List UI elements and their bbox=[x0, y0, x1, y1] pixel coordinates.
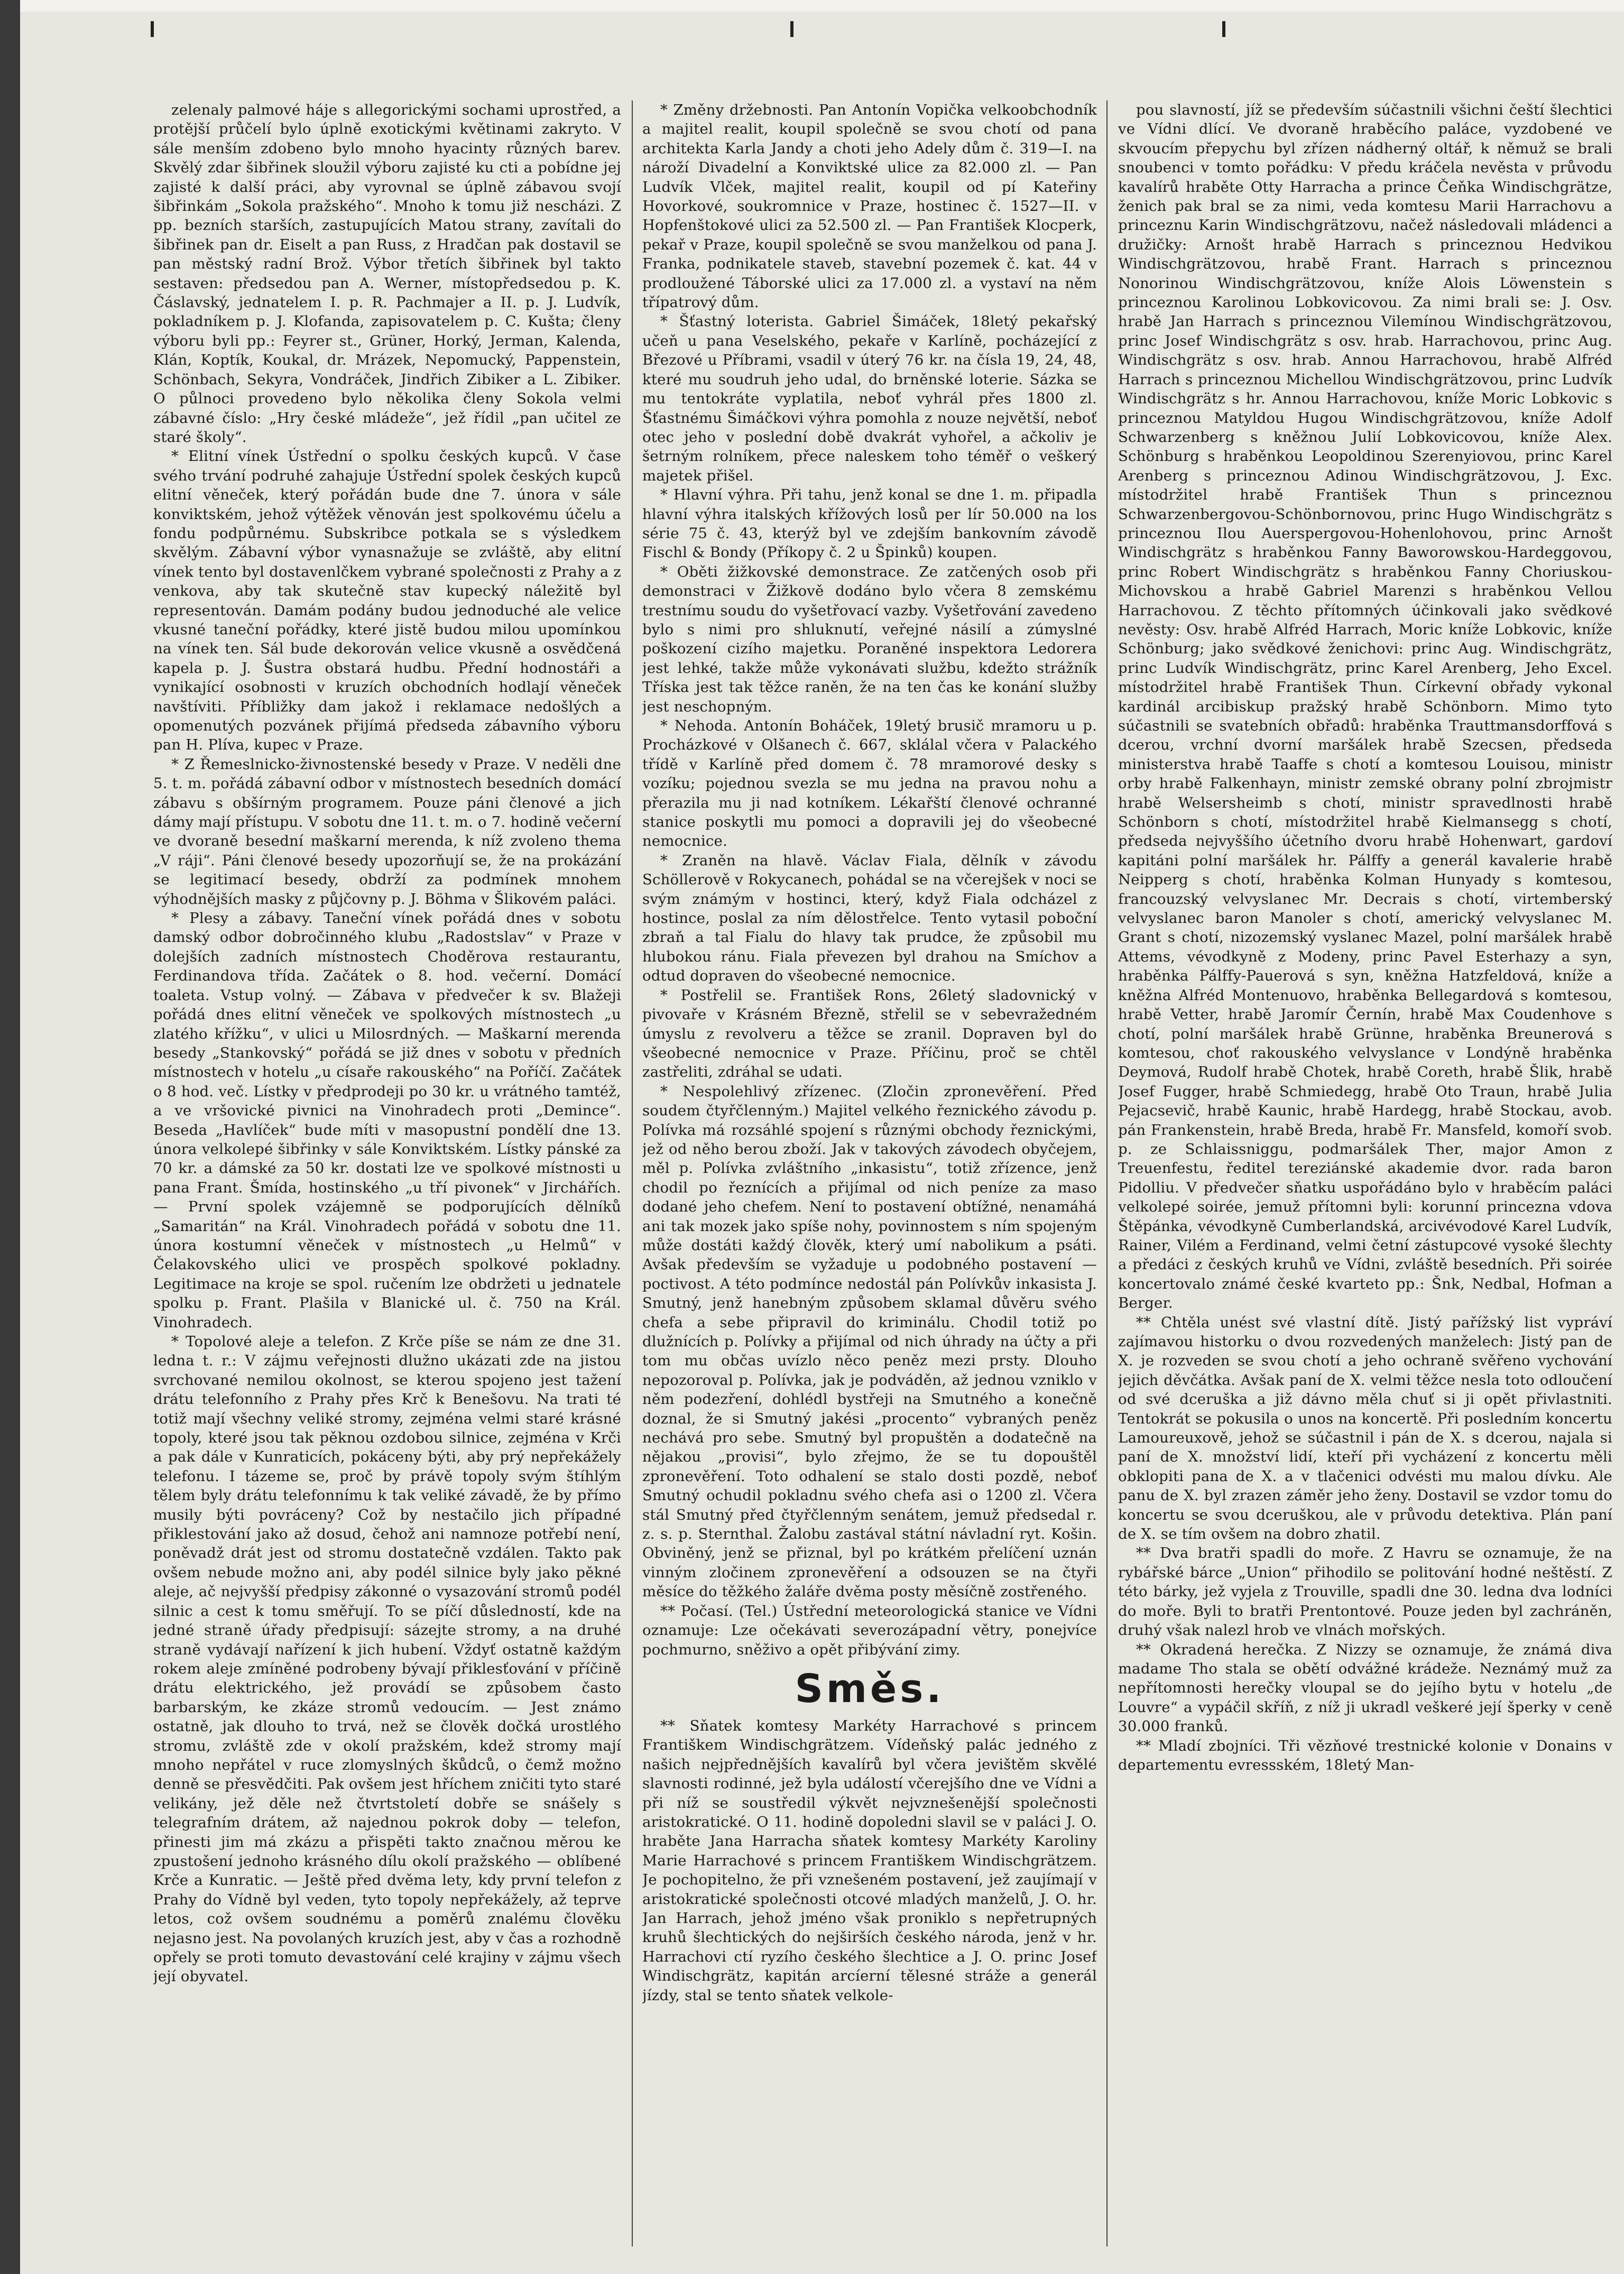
column-rule bbox=[1106, 100, 1108, 2247]
article-paragraph: * Nespolehlivý zřízenec. (Zločin zpronevěření. Před soudem čtyřčlenným.) Majitel velkého řeznického závodu p. Polívka má rozsáhlé spojení s různými obchody řeznickými, jež od něho berou zboží. Jak v takových závodech obyčejem, měl p. Polívka zvláštního „inkasistu“, totiž zřízence, jenž chodil po řeznících a přijímal od nich peníze za maso dodané jeho chefem. Není to postavení obtížné, nenamáhá ani tak mozek jako spíše nohy, povinnostem s ním spojeným může dostáti každý člověk, který umí nabolikum a psáti. Avšak především se vyžaduje u podobného postavení — poctivost. A této podmínce nedostál pán Polívkův inkasista J. Smutný, jenž hanebným způsobem sklamal důvěru svého chefa a sebe připravil do kriminálu. Chodil totiž po dlužnících p. Polívky a přijímal od nich úhrady na účty a při tom mu občas uvízlo něco peněz mezi prsty. Dlouho nepozoroval p. Polívka, jak je podváděn, až jednou vzniklo v něm podezření, dohlédl bystřeji na Smutného a konečně doznal, že si Smutný jakési „procento“ vybraných peněz nechává pro sebe. Smutný byl propuštěn a dodatečně na nějakou „provisi“, bylo zřejmo, že se tu dopouštěl zpronevěření. Toto odhalení se stalo dosti pozdě, neboť Smutný ochudil pokladnu svého chefa asi o 1200 zl. Včera stál Smutný před čtyřčlenným senátem, jemuž předsedal r. z. s. p. Sternthal. Žalobu zastával státní návladní ryt. Košin. Obviněný, jenž se přiznal, byl po krátkém přelíčení uznán vinným zločinem zpronevěření a odsouzen se na čtyři měsíce do těžkého žaláře dvěma posty měsíčně zostřeného. bbox=[642, 1083, 1097, 1601]
article-paragraph: ** Mladí zbojníci. Tři vězňové trestnické kolonie v Donains v departementu evressském, 18letý Man- bbox=[1118, 1737, 1612, 1773]
article-paragraph: * Šťastný loterista. Gabriel Šimáček, 18letý pekařský učeň u pana Veselského, pekaře v Karlíně, pocházející z Březové u Příbrami, vsadil v úterý 76 kr. na čísla 19, 24, 48, které mu soudruh jeho udal, do brněnské loterie. Sázka se mu tentokráte vyplatila, neboť vyhrál přes 1800 zl. Šťastnému Šimáčkovi výhra pomohla z nouze největší, neboť otec jeho v poslední době dvakrát vyhořel, a ačkoliv je šetrným rolníkem, přece naleskem toho téměř o veškerý majetek přišel. bbox=[642, 313, 1097, 484]
article-paragraph: * Postřelil se. František Rons, 26letý sladovnický v pivovaře v Krásném Březně, střelil se v sebevražedném úmyslu z revolveru a těžce se zranil. Dopraven byl do všeobecné nemocnice v Praze. Příčinu, proč se chtěl zastřeliti, zdráhal se udati. bbox=[642, 986, 1097, 1081]
article-paragraph: * Topolové aleje a telefon. Z Krče píše se nám ze dne 31. ledna t. r.: V zájmu veřejnosti dlužno ukázati zde na jistou svrchované nemilou okolnost, se kterou spojeno jest tažení drátu telefonního z Prahy přes Krč k Benešovu. Na trati té totiž mají všechny veliké stromy, zejména velmi staré krásné topoly, které jsou tak pěknou ozdobou silnice, zejména v Krči a pak dále v Kunraticích, pokáceny býti, aby prý nepřekážely telefonu. I tázeme se, proč by právě topoly svým štíhlým tělem byly drátu telefonnímu k tak veliké závadě, že by přímo musily býti povráceny? Což by nestačilo jich případné přiklestování jako až dosud, čehož ani namnoze potřebí není, poněvadž drát jest od stromu dostatečně vzdálen. Takto pak ovšem nebude možno ani, aby podél silnice byly jako pěkné aleje, ač nejvyšší předpisy zákonné o vysazování stromů podél silnic a cest k tomu směřují. To se píčí důsledností, kde na jedné straně úřady předpisují: sázejte stromy, a na druhé straně vydávají nařízení k jich hubení. Vždyť ostatně každým rokem aleje zmíněné podrobeny bývají přiklesťování v příčině drátu elektrického, jež provádí se způsobem často barbarským, ke zkáze stromů vedoucím. — Jest známo ostatně, jak dlouho to trvá, než se člověk dočká urostlého stromu, zvláště zde v okolí pražském, kdež stromy mají mnoho nepřátel v ruce zlomyslných škůdců, o čemž možno denně se přesvědčiti. Pak ovšem jest hříchem zničiti tyto staré velikány, jež děle než čtvrtstoletí dobře se snášely s telegrafním drátem, až najednou pokrok doby — telefon, přinesti jim má zkázu a přispěti takto značnou měrou ke zpustošení jednoho krásného dílu okolí pražského — oblíbené Krče a Kunratic. — Ještě před dvěma lety, kdy první telefon z Prahy do Vídně byl veden, tyto topoly nepřekážely, až teprve letos, což ovšem soudnému a poměrů znalému člověku nejasno jest. Na povolaných kruzích jest, aby v čas a rozhodně opřely se proti tomuto devastování celé krajiny v zájmu všech její obyvatel. bbox=[153, 1333, 621, 1985]
binding-mark bbox=[1222, 21, 1225, 37]
scan-top-edge bbox=[0, 0, 1624, 12]
article-paragraph: * Elitní vínek Ústřední o spolku českých kupců. V čase svého trvání podruhé zahajuje Ústřední spolek českých kupců elitní věneček, který pořádán bude dne 7. února v sále konviktském, jehož výtěžek věnován jest spolkovému účelu a fondu podpůrnému. Subskribce potkala se s výsledkem skvělým. Zábavní výbor vynasnažuje se zvláště, aby elitní vínek tento byl dostavenlčkem vybrané společnosti z Prahy a z venkova, aby tak skutečně stav kupecký náležitě byl representován. Damám podány budou jednoduché ale velice vkusné taneční pořádky, které jistě budou milou upomínkou na vínek ten. Sál bude dekorován velice vkusně a osvědčená kapela p. J. Šustra obstará hudbu. Přední hodnostáři a vynikající osobnosti v kruzích obchodních hodlají věneček navštíviti. Příbližky dam jakož i reklamace nedošlých a opomenutých pozvánek přijímá předseda zábavního výboru pan H. Plíva, kupec v Praze. bbox=[153, 448, 621, 754]
article-paragraph: ** Dva bratři spadli do moře. Z Havru se oznamuje, že na rybářské bárce „Union“ přihodilo se politování hodné neštěstí. Z této bárky, jež vyjela z Trouville, spadli dne 30. ledna dva lodníci do moře. Byli to bratři Prentontové. Pouze jeden byl zachráněn, druhý však nalezl hrob ve vlnách mořských. bbox=[1118, 1545, 1612, 1639]
section-title: Směs. bbox=[795, 1666, 945, 1712]
newspaper-page bbox=[153, 100, 1612, 2257]
article-paragraph: * Nehoda. Antonín Boháček, 19letý brusič mramoru u p. Procházkové v Olšanech č. 667, sklálal včera v Palackého třídě v Karlíně před domem č. 78 mramorové desky s vozíku; pojednou svezla se mu jedna na pravou nohu a přerazila mu ji nad kotníkem. Lékařští členové ochranné stanice poskytli mu pomoci a dopravili jej do všeobecné nemocnice. bbox=[642, 717, 1097, 850]
article-paragraph: ** Sňatek komtesy Markéty Harrachové s princem Františkem Windischgrätzem. Vídeňský palác jedného z našich nejpřednějších kavalírů byl včera jevištěm skvělé slavnosti rodinné, jež byla událostí včerejšího dne ve Vídni a při níž se soustředil výkvět nejvznešenější společnosti aristokratické. O 11. hodině dopoledni slavil se v paláci J. O. hraběte Jana Harracha sňatek komtesy Markéty Karoliny Marie Harrachové s princem Františkem Windischgrätzem. Je pochopitelno, že při vznešeném postavení, jež zaujímají v aristokratické společnosti otcové mladých manželů, J. O. hr. Jan Harrach, jehož jméno však proniklo s nepřetrupných kruhů šlechtických do nejširších českého národa, jenž v hr. Harrachovi ctí ryzího českého šlechtice a J. O. princ Josef Windischgrätz, kapitán arcíerní tělesné stráže a generál jízdy, stal se tento sňatek velkole- bbox=[642, 1717, 1097, 2004]
article-paragraph: ** Počasí. (Tel.) Ústřední meteorologická stanice ve Vídni oznamuje: Lze očekávati severozápadní větry, ponejvíce pochmurno, sněživo a opět přibývání zimy. bbox=[642, 1602, 1097, 1658]
article-paragraph: ** Okradená herečka. Z Nizzy se oznamuje, že známá diva madame Tho stala se obětí odvážné krádeže. Neznámý muž za nepřítomnosti herečky vloupal se do jejího bytu v hotelu „de Louvre“ a vypáčil skříň, z níž ji ukradl veškeré její šperky v ceně 30.000 franků. bbox=[1118, 1641, 1612, 1735]
binding-mark bbox=[151, 21, 154, 37]
column-rule bbox=[632, 100, 633, 2247]
article-paragraph: * Plesy a zábavy. Taneční vínek pořádá dnes v sobotu damský odbor dobročinného klubu „Radostslav“ v Praze v dolejších zadních místnostech Choděrova restaurantu, Ferdinandova třída. Začátek o 8. hod. večerní. Domácí toaleta. Vstup volný. — Zábava v předvečer k sv. Blažeji pořádá dnes elitní věneček ve spolkových místnostech „u zlatého křížku“, v ulici u Milosrdných. — Maškarní merenda besedy „Stankovský“ pořádá se již dnes v sobotu v předních místnostech v hotelu „u císaře rakouského“ na Poříčí. Začátek o 8 hod. več. Lístky v předprodeji po 30 kr. u vrátného tamtéž, a ve vršovické pivnici na Vinohradech proti „Demince“. Beseda „Havlíček“ bude míti v masopustní pondělí dne 13. února velkolepé šibřinky v sále Konviktském. Lístky pánské za 70 kr. a dámské za 50 kr. dostati lze ve spolkové místnosti u pana Frant. Šmída, hostinského „u tří pivonek“ v Jirchářích. — První spolek vzájemně se podporujících dělníků „Samaritán“ na Král. Vinohradech pořádá v sobotu dne 11. února kostumní věneček v místnostech „u Helmů“ v Čelakovského ulici ve prospěch spolkové pokladny. Legitimace na kroje se spol. ručením lze obdržeti u jednatele spolku p. Frant. Plašila v Blanické ul. č. 750 na Král. Vinohradech. bbox=[153, 910, 621, 1331]
column-3 bbox=[1118, 100, 1612, 2247]
article-paragraph: zelenaly palmové háje s allegorickými sochami uprostřed, a protější průčelí bylo úplně exotickými květinami zakryto. V sále menším zdobeno bylo mnoho hyacinty různých barev. Skvělý zdar šibřinek sloužil výboru zajisté ku cti a pobídne jej zajisté k další práci, aby vyrovnal se úplně zábavou svojí šibřinkám „Sokola pražského“. Mnoho k tomu již nescházi. Z pp. bezních starších, zastupujících Matou strany, zavítali do šibřinek pan dr. Eiselt a pan Russ, z Hradčan pak dostavil se pan městský radní Brož. Výbor třetích šibřinek byl takto sestaven: předsedou pan A. Werner, místopředsedou p. K. Čáslavský, jednatelem I. p. R. Pachmajer a II. p. J. Ludvík, pokladníkem p. J. Klofanda, zapisovatelem p. C. Kušta; členy výboru byli pp.: Feyrer st., Grüner, Horký, Jerman, Kalenda, Klán, Koptík, Koukal, dr. Mrázek, Nepomucký, Pappenstein, Schönbach, Sekyra, Vondráček, Jindřich Zibiker a L. Zibiker. O půlnoci provedeno bylo několika členy Sokola velmi zábavné číslo: „Hry české mládeže“, jež řídil „pan učitel ze staré školy“. bbox=[153, 101, 621, 446]
article-paragraph: * Změny držebnosti. Pan Antonín Vopička velkoobchodník a majitel realit, koupil společně se svou chotí od pana architekta Karla Jandy a choti jeho Adely dům č. 319—I. na nároží Divadelní a Konviktské ulice za 82.000 zl. — Pan Ludvík Vlček, majitel realit, koupil od pí Kateřiny Hovorkové, soukromnice v Praze, hostinec č. 1527—II. v Hopfenštokové ulici za 52.500 zl. — Pan František Klocperk, pekař v Praze, koupil společně se svou manželkou od pana J. Franka, podnikatele staveb, stavební pozemek č. kat. 44 v prodloužené Táborské ulici za 17.000 zl. a vystaví na něm třípatrový dům. bbox=[642, 101, 1097, 311]
article-paragraph: * Z Řemeslnicko-živnostenské besedy v Praze. V neděli dne 5. t. m. pořádá zábavní odbor v místnostech besedních domácí zábavu s obšírným programem. Pouze páni členové a jich dámy mají přístupu. V sobotu dne 11. t. m. o 7. hodině večerní ve dvoraně besední maškarní merenda, k níž zvoleno thema „V ráji“. Páni členové besedy upozorňují se, že na prokázání se legitimací besedy, obdrží za podmínek mnohem výhodnějších masky z půjčovny p. J. Böhma v Šlikovém paláci. bbox=[153, 755, 621, 908]
article-paragraph: * Oběti žižkovské demonstrace. Ze zatčených osob při demonstraci v Žižkově dodáno bylo včera 8 zemskému trestnímu soudu do vyšetřovací vazby. Vyšetřování zavedeno bylo s nimi pro shluknutí, veřejné násilí a zúmyslné poškození cizího majetku. Poraněné inspektora Ledorera jest lehké, takže může vykonávati službu, kdežto strážník Tříska jest tak těžce raněn, že na ten čas ke konání služby jest neschopným. bbox=[642, 563, 1097, 715]
article-paragraph: * Hlavní výhra. Při tahu, jenž konal se dne 1. m. připadla hlavní výhra italských křížových losů per lír 50.000 na los série 75 č. 43, kterýž byl ve zdejším bankovním závodě Fischl & Bondy (Příkopy č. 2 u Špinků) koupen. bbox=[642, 486, 1097, 561]
binding-mark bbox=[790, 21, 793, 37]
column-1 bbox=[153, 100, 621, 2247]
column-2 bbox=[642, 100, 1097, 2247]
article-paragraph: * Zraněn na hlavě. Václav Fiala, dělník v závodu Schöllerově v Rokycanech, pohádal se na včerejšek v noci se svým známým v hostinci, který, když Fiala odcházel z hostince, poslal za ním dělostřelce. Tento vytasil poboční zbraň a tal Fialu do hlavy tak prudce, že způsobil mu hlubokou ránu. Fiala převezen byl drahou na Smíchov a odtud dopraven do všeobecné nemocnice. bbox=[642, 852, 1097, 985]
article-paragraph: pou slavností, jíž se především súčastnili všichni čeští šlechtici ve Vídni dlící. Ve dvoraně hraběcího paláce, vyzdobené ve skvoucím přepychu byl zřízen nádherný oltář, k němuž se brali snoubenci v tomto pořádku: V předu kráčela nevěsta v průvodu kavalírů hraběte Otty Harracha a prince Čeňka Windischgrätze, ženich pak bral se za nimi, veda komtesu Marii Harrachovu a princeznu Karin Windischgrätzovu, načež následovali mládenci a družičky: Arnošt hrabě Harrach s princeznou Hedvikou Windischgrätzovou, hrabě Frant. Harrach s princeznou Nonorinou Windischgrätzovou, kníže Alois Löwenstein s princeznou Karolinou Lobkovicovou. Za nimi brali se: J. Osv. hrabě Jan Harrach s princeznou Vilemínou Windischgrätzovou, princ Josef Windischgrätz s osv. hrab. Harrachovou, princ Aug. Windischgrätz s osv. hrab. Annou Harrachovou, hrabě Alfréd Harrach s princeznou Michellou Windischgrätzovou, princ Ludvík Windischgrätz s hr. Annou Harrachovou, kníže Moric Lobkovic s princeznou Matyldou Hugou Windischgrätzovou, kníže Adolf Schwarzenberg s kněžnou Julií Lobkovicovou, kníže Alex. Schönburg s hraběnkou Leopoldinou Szerenyiovou, princ Karel Arenberg s princeznou Adinou Windischgrätzovou, J. Exc. místodržitel hrabě František Thun s princeznou Schwarzenbergovou-Schönbornovou, princ Hugo Windischgrätz s princeznou Ilou Auerspergovou-Hohenlohovou, princ Arnošt Windischgrätz s hraběnkou Fanny Baworowskou-Hardeggovou, princ Robert Windischgrätz s hraběnkou Fanny Choriuskou-Michovskou a hrabě Gabriel Marenzi s hraběnkou Vellou Harrachovou. Z těchto přítomných účinkovali jako svědkové nevěsty: Osv. hrabě Alfréd Harrach, Moric kníže Lobkovic, kníže Schönburg; jako svědkové ženichovi: princ Aug. Windischgrätz, princ Ludvík Windischgrätz, princ Karel Arenberg, Jeho Excel. místodržitel hrabě František Thun. Církevní obřady vykonal kardinál arcibiskup pražský hrabě Schönborn. Mimo tyto súčastnili se svatebních obřadů: hraběnka Trauttmansdorffová s dcerou, vrchní dvorní maršálek hrabě Szecsen, předseda ministerstva hrabě Taaffe s chotí a komtesou Louisou, ministr orby hrabě Falkenhayn, ministr zemské obrany polní zbrojmistr hrabě Welsersheimb s chotí, ministr spravedlnosti hrabě Schönborn s chotí, místodržitel hrabě Kielmansegg s chotí, předseda nejvyššího účetního dvoru hrabě Hohenwart, gardoví kapitáni polní maršálek hr. Pálffy a generál kavalerie hrabě Neipperg s chotí, hraběnka Kolman Hunyady s komtesou, francouzský velvyslanec Mr. Decrais s chotí, virtemberský velvyslanec baron Manoler s chotí, americký velvyslanec M. Grant s chotí, nizozemský vyslanec Mazel, polní maršálek hrabě Attems, vévodkyně z Modeny, princ Pavel Esterhazy a syn, hraběnka Pálffy-Pauerová s syn, kněžna Hatzfeldová, kníže a kněžna Alfréd Montenuovo, hraběnka Bellegardová s komtesou, hrabě Vetter, hrabě Jaromír Černín, hrabě Max Coudenhove s chotí, polní maršálek hrabě Grünne, hraběnka Breunerová s komtesou, choť rakouského velvyslance v Londýně hraběnka Deymová, Rudolf hrabě Chotek, hrabě Coreth, hrabě Šlik, hrabě Josef Fugger, hrabě Schmiedegg, hrabě Oto Traun, hrabě Julia Pejacsevič, hrabě Kaunic, hrabě Hardegg, hrabě Stockau, avob. pán Frankenstein, hrabě Breda, hrabě Fr. Mansfeld, komoří svob. p. ze Schlaissniggu, podmaršálek Ther, major Amon z Treuenfestu, ředitel tereziánské akademie dvor. rada baron Pidolliu. V předvečer sňatku uspořádáno bylo v hraběcím paláci velkolepé soirée, jemuž přítomni byli: korunní princezna vdova Štěpánka, vévodkyně Cumberlandská, arcivévodové Karel Ludvík, Rainer, Vilém a Ferdinand, velmi četní zástupcové vysoké šlechty a předáci z českých kruhů ve Vídni, zvláště besedních. Při soirée koncertovalo známé české kvarteto pp.: Šnk, Nedbal, Hofman a Berger. bbox=[1118, 101, 1612, 1312]
article-paragraph: ** Chtěla unést své vlastní dítě. Jistý pařížský list vypráví zajímavou historku o dvou rozvedených manželech: Jistý pan de X. je rozveden se svou chotí a jeho ochraně svěřeno vychování jejich děvčátka. Avšak paní de X. velmi těžce nesla toto odloučení od své dceruška a již dávno měla chuť si ji opět přivlastniti. Tentokrát se pokusila o unos na koncertě. Při posledním koncertu Lamoureuxově, jehož se súčastnil i pán de X. s dcerou, najala si paní de X. množství lidí, kteří při vycházení z koncertu měli obklopiti pana de X. a v tlačenici odvésti mu malou dívku. Ale panu de X. byl zrazen záměr jeho ženy. Dostavil se vzdor tomu do koncertu se svou dceruškou, ale v průvodu detektiva. Plán paní de X. se tím ovšem na dobro zhatil. bbox=[1118, 1314, 1612, 1543]
scan-left-edge bbox=[0, 0, 20, 2274]
